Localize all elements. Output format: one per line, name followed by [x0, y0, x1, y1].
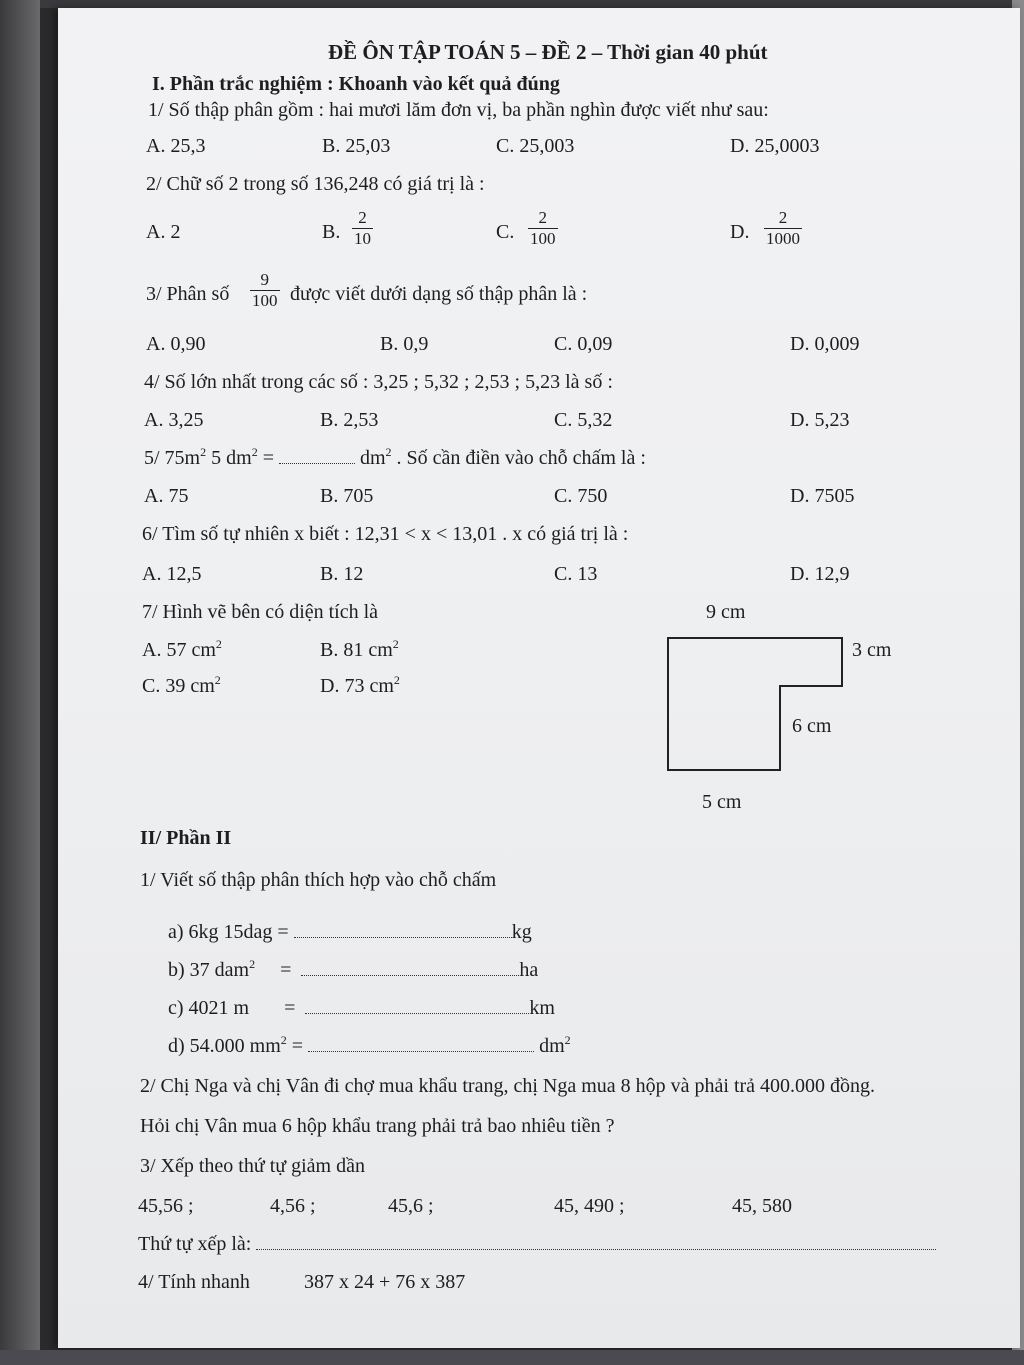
part2-heading: II/ Phần II [140, 827, 232, 849]
page-title: ĐỀ ÔN TẬP TOÁN 5 – ĐỀ 2 – Thời gian 40 phút [328, 40, 768, 64]
p2-q2-line2: Hỏi chị Vân mua 6 hộp khẩu trang phải trả bao nhiêu tiền ? [140, 1115, 615, 1137]
q4-option-d: D. 5,23 [790, 409, 850, 431]
q3-option-d: D. 0,009 [790, 333, 860, 355]
p2-q3-number-1: 45,56 ; [138, 1195, 194, 1217]
q1-option-d: D. 25,0003 [730, 135, 820, 157]
figure-label-inner: 6 cm [792, 715, 832, 737]
q4-option-c: C. 5,32 [554, 409, 613, 431]
figure-label-top: 9 cm [706, 601, 746, 623]
p2-q1-item-a: a) 6kg 15dag = kg [168, 921, 532, 943]
p2-q1-item-c: c) 4021 m = km [168, 997, 555, 1019]
q3-option-b: B. 0,9 [380, 333, 429, 355]
q3-suffix: được viết dưới dạng số thập phân là : [290, 283, 588, 305]
q1-option-b: B. 25,03 [322, 135, 391, 157]
q4-option-b: B. 2,53 [320, 409, 379, 431]
p2-q1-item-d: d) 54.000 $mm^2 = dm^2$ [168, 1033, 571, 1057]
q4-option-a: A. 3,25 [144, 409, 204, 431]
q6-text: 6/ Tìm số tự nhiên x biết : 12,31 < x < 13,01 . x có giá trị là : [142, 523, 629, 545]
q2-fraction-b: $\frac{2}{10}$ [354, 208, 371, 248]
p2-q2-line1: 2/ Chị Nga và chị Vân đi chợ mua khẩu trang, chị Nga mua 8 hộp và phải trả 400.000 đồng. [140, 1075, 876, 1097]
q3-prefix: 3/ Phân số [146, 283, 230, 305]
q2-option-c: C. [496, 221, 515, 243]
q6-option-c: C. 13 [554, 563, 598, 585]
q4-text: 4/ Số lớn nhất trong các số : 3,25 ; 5,32 ; 2,53 ; 5,23 là số : [144, 371, 613, 393]
q2-option-b: B. [322, 221, 341, 243]
q6-option-a: A. 12,5 [142, 563, 202, 585]
exam-paper [58, 8, 1020, 1348]
q5-option-b: B. 705 [320, 485, 374, 507]
screen-top-strip [0, 0, 1024, 8]
p2-q1-item-b: b) 37 dam$^2$ = ha [168, 957, 539, 981]
q6-option-b: B. 12 [320, 563, 364, 585]
q5-option-d: D. 7505 [790, 485, 855, 507]
q7-text: 7/ Hình vẽ bên có diện tích là [142, 601, 379, 623]
q7-option-a: A. 57 $cm^2$ [142, 637, 222, 661]
q5-text: 5/ $75m^2$ 5 $dm^2 = dm^2$ . Số cần điền vào chỗ chấm là : [144, 445, 646, 469]
q7-option-d: D. 73 $cm^2$ [320, 673, 400, 697]
q5-option-a: A. 75 [144, 485, 189, 507]
p2-q4-label: 4/ Tính nhanh [138, 1271, 250, 1293]
part1-heading: I. Phần trắc nghiệm : Khoanh vào kết quả đúng [152, 73, 560, 95]
q6-option-d: D. 12,9 [790, 563, 850, 585]
p2-q3-number-2: 4,56 ; [270, 1195, 316, 1217]
q2-text: 2/ Chữ số 2 trong số 136,248 có giá trị là : [146, 173, 485, 195]
p2-q3-number-5: 45, 580 [732, 1195, 792, 1217]
q7-figure [658, 628, 858, 778]
p2-q1-text: 1/ Viết số thập phân thích hợp vào chỗ chấm [140, 869, 497, 891]
q2-option-a: A. 2 [146, 221, 181, 243]
q2-option-d: D. [730, 221, 750, 243]
q1-option-c: C. 25,003 [496, 135, 575, 157]
p2-q4-expression: 387 x 24 + 76 x 387 [304, 1271, 466, 1293]
q1-option-a: A. 25,3 [146, 135, 206, 157]
q3-option-a: A. 0,90 [146, 333, 206, 355]
q3-fraction: $\frac{9}{100}$ [252, 270, 278, 310]
screen-left-edge [0, 0, 40, 1365]
l-shape-polygon [668, 638, 842, 770]
q7-option-c: C. 39 $cm^2$ [142, 673, 221, 697]
q2-fraction-d: $\frac{2}{1000}$ [766, 208, 800, 248]
q5-option-c: C. 750 [554, 485, 608, 507]
p2-q3-number-3: 45,6 ; [388, 1195, 434, 1217]
p2-q3-text: 3/ Xếp theo thứ tự giảm dần [140, 1155, 365, 1177]
figure-label-right: 3 cm [852, 639, 892, 661]
q2-fraction-c: $\frac{2}{100}$ [530, 208, 556, 248]
taskbar-strip [0, 1350, 1024, 1365]
q7-option-b: B. 81 $cm^2$ [320, 637, 399, 661]
figure-label-bottom: 5 cm [702, 791, 742, 813]
q3-option-c: C. 0,09 [554, 333, 613, 355]
p2-q3-answer-line: Thứ tự xếp là: [138, 1232, 936, 1256]
p2-q3-number-4: 45, 490 ; [554, 1195, 625, 1217]
q1-text: 1/ Số thập phân gồm : hai mươi lăm đơn vị, ba phần nghìn được viết như sau: [148, 99, 769, 121]
